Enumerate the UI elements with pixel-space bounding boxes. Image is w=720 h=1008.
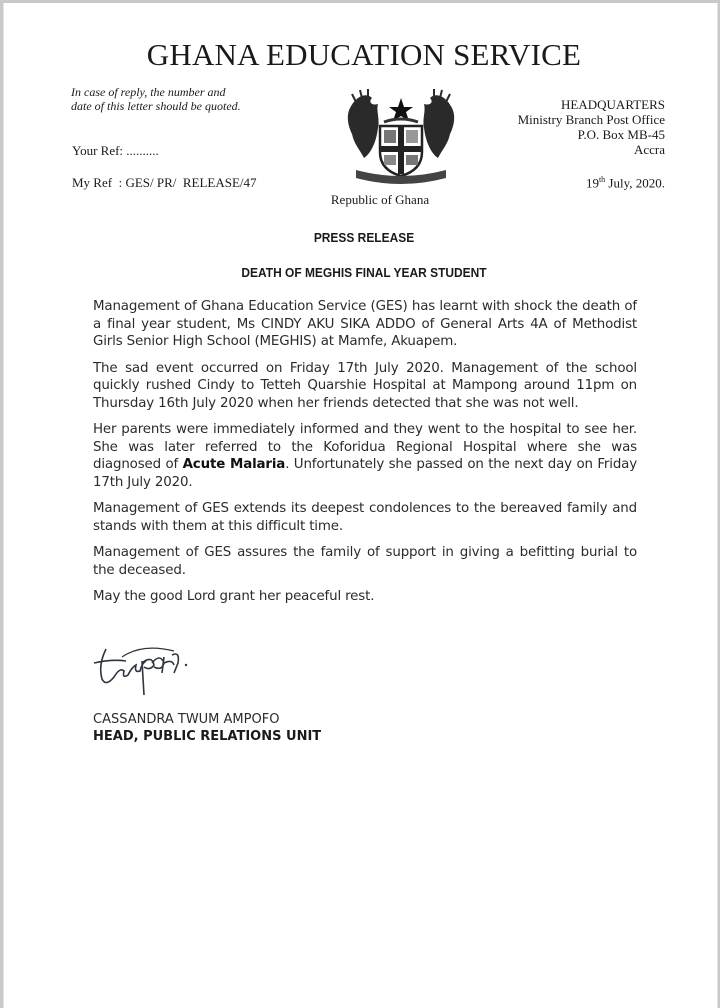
diagnosis-text: Acute Malaria	[182, 457, 286, 472]
reply-note-line: date of this letter should be quoted.	[71, 99, 241, 113]
reply-note-line: In case of reply, the number and	[71, 85, 226, 99]
paragraph: Management of Ghana Education Service (GES) has learnt with shock the death of a final year student, Ms CINDY AKU SIKA ADDO of General Arts 4A of Methodist Girls Senior High School (MEGHIS) at Mamfe, Akuapem.	[93, 299, 637, 349]
address-line: P.O. Box MB-45	[577, 127, 665, 142]
date-day: 19	[585, 175, 599, 191]
paragraph: Management of GES assures the family of support in giving a befitting burial to the deceased.	[93, 545, 637, 578]
address-line: HEADQUARTERS	[561, 97, 665, 112]
my-reference: My Ref : GES/ PR/ RELEASE/47	[72, 175, 257, 190]
address-line: Ministry Branch Post Office	[517, 112, 665, 127]
coat-of-arms-icon	[342, 88, 460, 188]
organization-title: GHANA EDUCATION SERVICE	[146, 37, 582, 72]
press-release-heading: PRESS RELEASE	[313, 230, 415, 245]
signatory-block	[93, 711, 321, 745]
signatory-title: HEAD, PUBLIC RELATIONS UNIT	[93, 729, 322, 744]
paragraph: Management of GES extends its deepest condolences to the bereaved family and stands with them at this difficult time.	[93, 501, 637, 534]
paragraph: The sad event occurred on Friday 17th July 2020. Management of the school quickly rushed Cindy to Tetteh Quarshie Hospital at Mampong around 11pm on Thursday 16th July 2020 when her friends detected that she was not well.	[93, 360, 637, 411]
paragraph-text: . Unfortunately she passed on the next day on Friday 17th July 2020.	[93, 457, 637, 490]
your-reference: Your Ref: ..........	[72, 143, 159, 158]
paragraph-text: Her parents were immediately informed and they went to the hospital to see her. She was later referred to the Koforidua Regional Hospital where she was diagnosed of	[93, 422, 637, 472]
paragraph	[93, 421, 637, 491]
signatory-name: CASSANDRA TWUM AMPOFO	[93, 712, 280, 727]
reply-note	[71, 85, 241, 113]
letter-date	[586, 175, 665, 191]
release-body	[93, 298, 637, 615]
release-subject: DEATH OF MEGHIS FINAL YEAR STUDENT	[241, 265, 487, 280]
headquarters-address	[518, 97, 665, 157]
address-line: Accra	[633, 142, 665, 157]
date-rest: July, 2020.	[605, 175, 665, 191]
paragraph: May the good Lord grant her peaceful rest.	[93, 589, 375, 604]
emblem-caption: Republic of Ghana	[330, 192, 430, 207]
letter-page	[3, 3, 718, 1008]
date-suffix: th	[598, 175, 606, 184]
handwritten-signature-icon	[92, 643, 192, 698]
